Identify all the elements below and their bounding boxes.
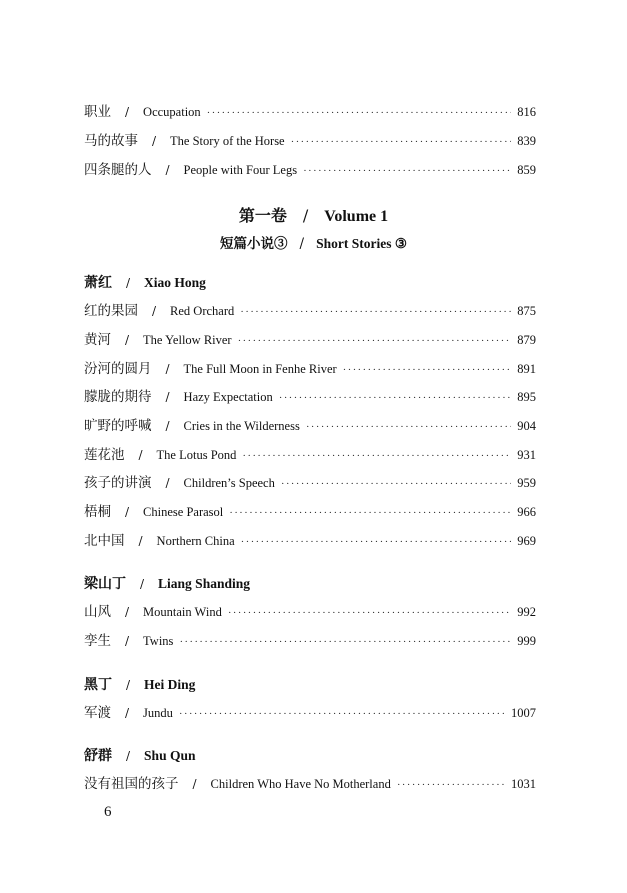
separator: /: [165, 390, 170, 404]
leader-dots: [240, 306, 511, 318]
leader-dots: [303, 165, 511, 177]
separator: /: [126, 276, 131, 290]
entry-title-en: The Story of the Horse: [170, 134, 285, 148]
author-heading: [84, 272, 206, 292]
entry-title-zh: 山风: [84, 604, 111, 620]
author-zh: 舒群: [84, 748, 112, 764]
entry-title-en: Children Who Have No Motherland: [210, 777, 391, 791]
entry-title-zh: 马的故事: [84, 133, 138, 149]
toc-entry: [84, 529, 536, 551]
separator: /: [125, 505, 130, 519]
separator: /: [138, 534, 143, 548]
leader-dots: [397, 779, 505, 791]
toc-entry: [84, 443, 536, 465]
author-en: Liang Shanding: [158, 576, 250, 591]
separator: /: [138, 448, 143, 462]
entry-page: 992: [517, 605, 536, 619]
separator: /: [192, 777, 197, 791]
entry-page: 816: [517, 105, 536, 119]
entry-title-zh: 职业: [84, 104, 111, 120]
entry-title-zh: 黄河: [84, 332, 111, 348]
entry-title-en: Cries in the Wilderness: [183, 419, 300, 433]
leader-dots: [229, 507, 511, 519]
leader-dots: [179, 708, 505, 720]
author-heading: [84, 674, 195, 694]
entry-title-zh: 朦胧的期待: [84, 389, 152, 405]
entry-page: 875: [517, 304, 536, 318]
author-heading: [84, 745, 195, 765]
toc-entry: [84, 471, 536, 493]
toc-entry: [84, 600, 536, 622]
entry-title-zh: 北中国: [84, 533, 125, 549]
leader-dots: [281, 478, 511, 490]
author-heading: [84, 573, 250, 593]
entry-page: 895: [517, 390, 536, 404]
entry-title-zh: 旷野的呼喊: [84, 418, 152, 434]
page-number: 6: [104, 804, 112, 820]
leader-dots: [291, 136, 512, 148]
section-heading: [0, 232, 627, 252]
entry-page: 891: [517, 362, 536, 376]
entry-page: 999: [517, 634, 536, 648]
separator: /: [165, 362, 170, 376]
entry-title-zh: 梧桐: [84, 504, 111, 520]
author-zh: 萧红: [84, 275, 112, 291]
entry-title-en: Chinese Parasol: [143, 505, 224, 519]
separator: /: [152, 134, 157, 148]
leader-dots: [306, 421, 511, 433]
leader-dots: [343, 364, 512, 376]
entry-title-en: Occupation: [143, 105, 201, 119]
leader-dots: [242, 450, 511, 462]
entry-title-en: The Full Moon in Fenhe River: [183, 362, 337, 376]
section-en: Short Stories ③: [316, 236, 407, 251]
separator: /: [165, 419, 170, 433]
entry-title-zh: 孪生: [84, 633, 111, 649]
leader-dots: [279, 392, 512, 404]
separator: /: [152, 304, 157, 318]
separator: /: [165, 476, 170, 490]
entry-title-zh: 军渡: [84, 705, 111, 721]
toc-entry: [84, 158, 536, 180]
entry-page: 931: [517, 448, 536, 462]
toc-entry: [84, 629, 536, 651]
entry-title-zh: 四条腿的人: [84, 162, 152, 178]
entry-title-en: Children’s Speech: [183, 476, 275, 490]
author-zh: 梁山丁: [84, 576, 126, 592]
entry-title-en: The Lotus Pond: [156, 448, 237, 462]
toc-entry: [84, 328, 536, 350]
leader-dots: [238, 335, 512, 347]
toc-entry: [84, 772, 536, 794]
entry-title-zh: 红的果园: [84, 303, 138, 319]
entry-title-en: Twins: [143, 634, 174, 648]
toc-entry: [84, 129, 536, 151]
separator: /: [125, 706, 130, 720]
entry-title-en: Red Orchard: [170, 304, 235, 318]
entry-page: 969: [517, 534, 536, 548]
separator: /: [125, 605, 130, 619]
separator: /: [165, 163, 170, 177]
entry-page: 859: [517, 163, 536, 177]
entry-page: 904: [517, 419, 536, 433]
separator: /: [299, 236, 305, 252]
entry-page: 1031: [511, 777, 536, 791]
author-en: Xiao Hong: [144, 275, 206, 290]
toc-entry: [84, 385, 536, 407]
separator: /: [126, 749, 131, 763]
entry-title-zh: 莲花池: [84, 447, 125, 463]
toc-entry: [84, 100, 536, 122]
entry-title-en: People with Four Legs: [183, 163, 298, 177]
separator: /: [125, 105, 130, 119]
entry-title-en: Hazy Expectation: [183, 390, 273, 404]
entry-title-zh: 孩子的讲演: [84, 475, 152, 491]
separator: /: [140, 577, 145, 591]
toc-entry: [84, 357, 536, 379]
entry-page: 879: [517, 333, 536, 347]
toc-entry: [84, 299, 536, 321]
volume-en: Volume 1: [324, 208, 389, 225]
volume-heading: [0, 203, 627, 226]
leader-dots: [207, 107, 512, 119]
entry-page: 1007: [511, 706, 536, 720]
entry-title-zh: 没有祖国的孩子: [84, 776, 179, 792]
separator: /: [125, 333, 130, 347]
entry-title-zh: 汾河的圆月: [84, 361, 152, 377]
toc-entry: [84, 414, 536, 436]
leader-dots: [228, 607, 511, 619]
entry-title-en: Northern China: [156, 534, 235, 548]
entry-page: 966: [517, 505, 536, 519]
author-en: Shu Qun: [144, 748, 196, 763]
entry-title-en: Mountain Wind: [143, 605, 222, 619]
separator: /: [125, 634, 130, 648]
entry-title-en: The Yellow River: [143, 333, 232, 347]
toc-entry: [84, 500, 536, 522]
leader-dots: [241, 536, 512, 548]
volume-zh: 第一卷: [238, 206, 287, 225]
leader-dots: [179, 636, 511, 648]
toc-entry: [84, 701, 536, 723]
entry-page: 839: [517, 134, 536, 148]
author-zh: 黑丁: [84, 677, 112, 693]
section-zh: 短篇小说③: [220, 236, 288, 252]
separator: /: [302, 206, 309, 225]
entry-title-en: Jundu: [143, 706, 173, 720]
separator: /: [126, 678, 131, 692]
author-en: Hei Ding: [144, 677, 196, 692]
entry-page: 959: [517, 476, 536, 490]
